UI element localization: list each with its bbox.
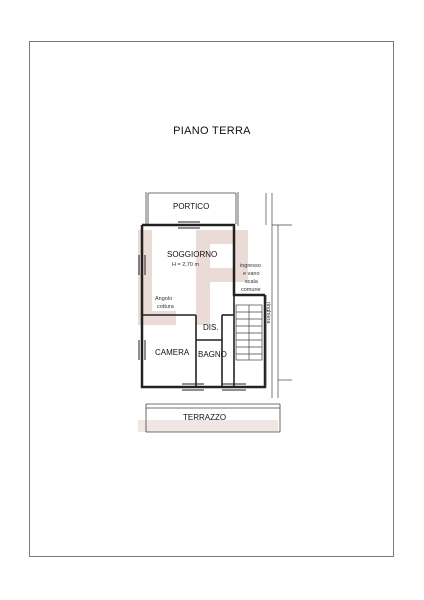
- room-label-dis: DIS.: [203, 323, 219, 332]
- room-label-portico: PORTICO: [173, 202, 210, 211]
- entrance-label-line4: comune: [241, 287, 261, 293]
- label-cottura: cottura: [157, 304, 174, 310]
- entrance-label-line3: scala: [245, 279, 258, 285]
- entrance-label-line1: ingresso: [240, 263, 261, 269]
- entrance-label-line2: e vano: [243, 271, 260, 277]
- plan-title: PIANO TERRA: [173, 125, 251, 137]
- room-label-terrazzo: TERRAZZO: [183, 413, 227, 422]
- room-height-label: H = 2,70 m: [172, 262, 200, 268]
- room-label-bagno: BAGNO: [198, 350, 227, 359]
- side-label-ringhiera: ringhiera: [265, 302, 271, 324]
- room-label-soggiorno: SOGGIORNO: [167, 250, 218, 259]
- label-angolo: Angolo: [155, 296, 173, 302]
- room-label-camera: CAMERA: [155, 348, 190, 357]
